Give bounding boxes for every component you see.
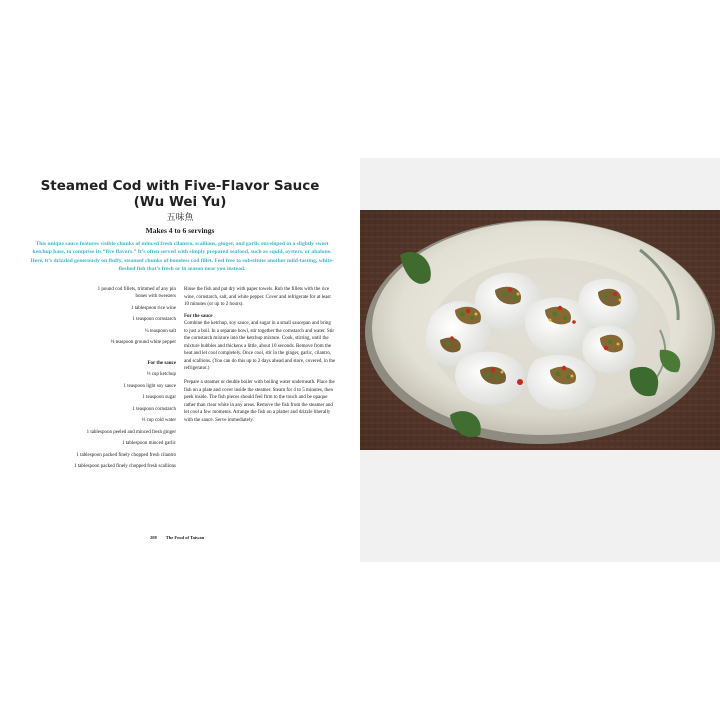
book-title: The Food of Taiwan — [165, 535, 205, 540]
ingredient-line: ⅛ teaspoon ground white pepper — [110, 340, 176, 345]
dish-photo — [360, 210, 720, 450]
ingredient-line: 1 teaspoon sugar — [142, 395, 176, 400]
steamed-cod-image — [360, 210, 720, 450]
ingredients-list — [30, 286, 176, 475]
method-text — [184, 286, 336, 424]
ingredient-line: ⅓ cup cold water — [141, 418, 176, 423]
ingredient-line: 1 tablespoon minced garlic — [121, 441, 176, 446]
ingredient-line: ⅓ cup ketchup — [146, 372, 176, 377]
ingredient-line: 1 tablespoon peeled and minced fresh ginger — [86, 429, 176, 435]
intro-paragraph: This unique sauce features visible chunks of minced fresh cilantro, scallions, ginger, and garlic enveloped in a slightly sweet ketchup base, to comprise its “five flavors.” It’s often served with simply prepared seafood, such as squid, oysters, or abalone. Here, it’s drizzled generously on fluffy, steamed chunks of boneless cod fillet. Feel free to substitute another mild-tasting, white-fleshed fish that’s fresh or in season near you instead. — [30, 241, 334, 273]
recipe-title — [20, 178, 340, 210]
servings: Makes 4 to 6 servings — [145, 226, 215, 235]
page-footer — [150, 535, 204, 540]
left-page — [0, 158, 360, 562]
ingredient-line: 1 tablespoon packed finely chopped fresh cilantro — [76, 452, 176, 458]
method-step-2: Combine the ketchup, soy sauce, and sugar in a small saucepan and bring to just a boil. In a separate bowl, stir together the cornstarch and water. Stir the cornstarch mixture into the ketchup mixture. Cook, stirring, until the mixture bubbles and thickens a little, about 10 seconds. Remove from the heat and let cool completely. Once cool, stir in the ginger, garlic, cilantro, and scallions. (You can do this up to 2 days ahead and store, covered, in the refrigerator.) — [184, 321, 336, 372]
ingredient-line: 1 tablespoon rice wine — [130, 305, 176, 311]
chinese-title: 五味魚 — [166, 213, 194, 223]
sauce-heading: For the sauce — [147, 361, 176, 366]
ingredient-line: 1 teaspoon cornstarch — [132, 317, 176, 322]
ingredient-line: 1 teaspoon light soy sauce — [123, 383, 176, 389]
method-step-1: Rinse the fish and pat dry with paper towels. Rub the fillets with the rice wine, cornstarch, salt, and white pepper. Cover and refrigerate for at least 10 minutes (or up to 2 hours). — [184, 287, 331, 308]
ingredient-line: ¼ teaspoon salt — [145, 328, 176, 334]
method-step-3: Prepare a steamer or double boiler with boiling water underneath. Place the fish on a plate and cover inside the steamer. Steam for 4 to 5 minutes, then peek inside. The fish pieces should feel firm to the touch and be opaque rather than clear white in any areas. Remove the fish from the steamer and let cool a few moments. Arrange the fish on a platter and drizzle liberally with the sauce. Serve immediately. — [184, 380, 335, 423]
right-page — [360, 158, 720, 562]
recipe-title-line2: (Wu Wei Yu) — [133, 194, 227, 210]
method-sauce-heading: For the sauce — [184, 313, 213, 319]
ingredient-line: 1 pound cod fillets, trimmed of any pin bones with tweezers — [97, 287, 176, 299]
recipe-title-line1: Steamed Cod with Five-Flavor Sauce — [40, 178, 320, 194]
ingredient-line: 1 teaspoon cornstarch — [132, 406, 176, 412]
ingredient-line: 1 tablespoon packed finely chopped fresh scallions — [74, 464, 176, 469]
page-number: 208 — [150, 535, 157, 540]
